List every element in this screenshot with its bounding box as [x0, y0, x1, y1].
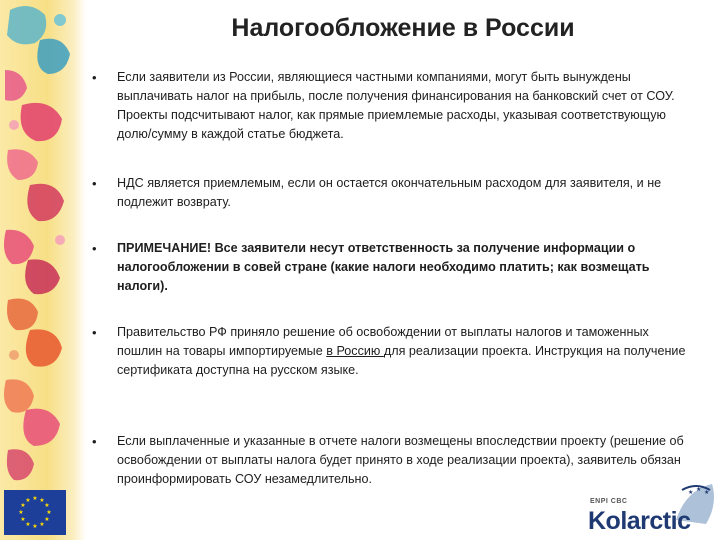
- eu-stars-icon: [4, 490, 66, 535]
- svg-text:★: ★: [44, 516, 50, 523]
- svg-text:★: ★: [44, 502, 50, 509]
- logo-program-name: Kolarctic: [588, 507, 691, 535]
- russia-link[interactable]: в Россию: [326, 344, 384, 358]
- logo-program-label: ENPI CBC: [590, 498, 628, 505]
- bullet-symbol: •: [92, 176, 97, 191]
- svg-text:★: ★: [39, 497, 45, 504]
- svg-text:★: ★: [20, 516, 26, 523]
- kolarctic-logo: [584, 480, 720, 538]
- svg-text:★: ★: [20, 502, 26, 509]
- svg-text:★: ★: [32, 495, 38, 502]
- bullet-text-start: Правительство РФ приняло решение об освобождении от выплаты налогов и таможенных пошлин на товары импортируемые: [117, 325, 649, 358]
- svg-text:★: ★: [688, 489, 694, 496]
- svg-text:★: ★: [696, 486, 702, 493]
- bullet-symbol: •: [92, 434, 97, 449]
- svg-text:★: ★: [39, 521, 45, 528]
- bullet-text-end: для реализации проекта. Инструкция на получение сертификата доступна на русском языке.: [117, 344, 686, 377]
- hand-prints-icon: [0, 0, 86, 540]
- page-title: Налогообложение в России: [231, 14, 575, 42]
- svg-text:★: ★: [46, 509, 52, 516]
- svg-text:★: ★: [32, 523, 38, 530]
- eu-flag-icon: [4, 490, 66, 535]
- bullet-text: Если заявители из России, являющиеся частными компаниями, могут быть вынуждены выплачивать налог на прибыль, после получения финансирования на банковский счет от СОУ. Проекты подсчитывают налог, как прямые приемлемые расходы, указывая соответствующую долю/сумму в каждой статье бюджета.: [117, 70, 675, 141]
- decorative-hands-band: [0, 0, 86, 540]
- svg-text:★: ★: [704, 489, 710, 496]
- svg-text:★: ★: [25, 521, 31, 528]
- bullet-symbol: •: [92, 241, 97, 256]
- bullet-symbol: •: [92, 70, 97, 85]
- svg-text:★: ★: [18, 509, 24, 516]
- bullet-text: Если выплаченные и указанные в отчете налоги возмещены впоследствии проекту (решение об освобождении от выплаты налога будет принято в ходе реализации проекта), заявитель обязан проинформировать СОУ незамедлительно.: [117, 434, 684, 486]
- svg-text:★: ★: [25, 497, 31, 504]
- bullet-text: НДС является приемлемым, если он остается окончательным расходом для заявителя, и не подлежит возврату.: [117, 176, 662, 209]
- bullet-text: [117, 323, 697, 380]
- bullet-text-note: ПРИМЕЧАНИЕ! Все заявители несут ответственность за получение информации о налогообложении в совей стране (какие налоги необходимо платить; как возмещать налоги).: [117, 241, 650, 293]
- bullet-symbol: •: [92, 325, 97, 340]
